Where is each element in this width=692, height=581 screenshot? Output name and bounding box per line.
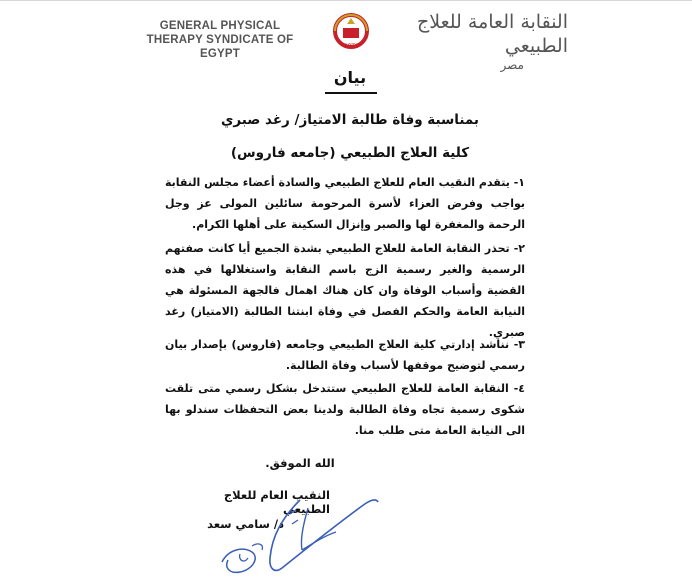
paragraph-3: ٣- نناشد إدارتي كلية العلاج الطبيعي وجامعه (فاروس) بإصدار بيان رسمي لتوضيح موقفها لأسباب وفاة الطالبة. (165, 338, 525, 372)
statement-subtitle: بمناسبة وفاة طالبة الامتياز/ رغد صبري (221, 112, 479, 128)
signature-stroke-3 (222, 549, 255, 572)
faculty-name: كلية العلاج الطبيعي (جامعه فاروس) (230, 145, 470, 161)
closing-line: الله الموفق. (265, 456, 335, 470)
syndicate-logo (329, 12, 373, 52)
logo-text: GPTS (343, 43, 359, 50)
paragraph-2: ٢- تحذر النقابة العامة للعلاج الطبيعي بشدة الجميع أيا كانت صفتهم الرسمية والغير رسمية الزج باسم النقابة واستغلالها في هذه القضية وأسباب الوفاة وان كان هناك اهمال فالجهة المسئولة هي النيابة العامة والحكم الفصل في وفاة ابنتنا الطالبة (الامتياز) رغد صبري. (165, 242, 525, 339)
statement-title: بيان (333, 68, 367, 87)
english-org-name: GENERAL PHYSICAL THERAPY SYNDICATE OF EGYPT (146, 20, 294, 60)
arabic-country: مصر (500, 58, 524, 72)
paragraph-1: ١- يتقدم النقيب العام للعلاج الطبيعي والسادة أعضاء مجلس النقابة بواجب وفرض العزاء لأسرة المرحومة سائلين المولى عز وجل الرحمة والمغفرة لها والصبر وإنزال السكينة على أهلها الكرام. (165, 176, 525, 231)
arabic-org-name: النقابة العامة للعلاج الطبيعي (417, 11, 568, 57)
signature-stroke-4 (240, 544, 263, 561)
signatory-title: النقيب العام للعلاج الطبيعي (223, 488, 330, 516)
title-underline (325, 92, 377, 94)
logo-emblem (343, 28, 359, 38)
signature-stroke-5 (290, 510, 298, 524)
arabic-org-header (408, 10, 568, 72)
logo-crown (347, 18, 355, 24)
handwritten-signature (212, 488, 382, 581)
signature-stroke-1 (270, 500, 378, 570)
paragraph-4: ٤- النقابة العامة للعلاج الطبيعي ستتدخل بشكل رسمي متى تلقت شكوى رسمية تجاه وفاة الطالبة ولدينا بعض التحفظات سندلو بها الى النيابة العامة متى طلب منا. (165, 382, 525, 437)
top-border (0, 0, 692, 1)
signatory-name: د/ سامي سعد (207, 517, 284, 531)
